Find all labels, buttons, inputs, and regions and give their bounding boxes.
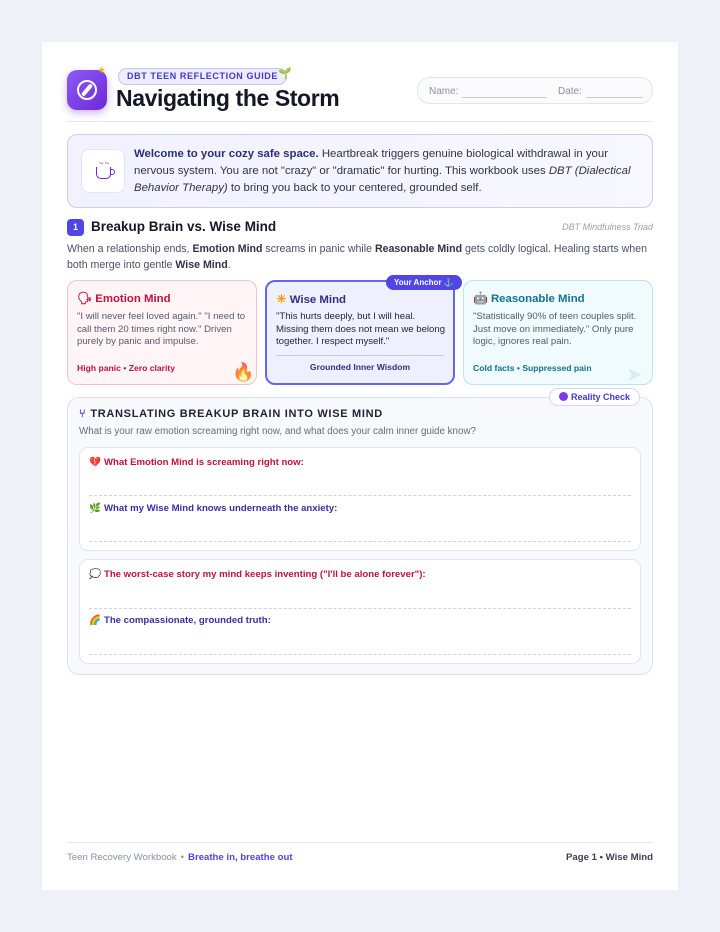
crystal-ball-icon [559, 392, 568, 401]
sun-icon: ☀ [276, 292, 287, 306]
herb-icon: 🌿 [89, 503, 101, 514]
anchor-badge: Your Anchor ⚓ [386, 275, 462, 290]
cursor-watermark-icon: ➤ [626, 364, 643, 386]
split-arrow-icon: ⑂ [79, 408, 87, 420]
answer-line[interactable] [89, 608, 631, 609]
name-label: Name: [429, 86, 459, 97]
welcome-banner [67, 134, 653, 208]
rainbow-icon: 🌈 [89, 615, 101, 626]
wise-mind-text: "This hurts deeply, but I will heal. Missing them does not mean we belong together. I respect myself." [276, 311, 446, 347]
translation-subtitle: What is your raw emotion screaming right now, and what does your calm inner guide know? [79, 426, 476, 437]
prompt-emotion-mind: 💔 What Emotion Mind is screaming right now: [89, 457, 304, 468]
welcome-text [134, 146, 640, 197]
reality-check-badge: Reality Check [549, 388, 640, 406]
reflection-box-1 [79, 447, 641, 551]
dbt-term: DBT (Dialectical Behavior Therapy) [134, 165, 631, 194]
name-date-box [417, 77, 653, 104]
header-divider [67, 121, 653, 122]
answer-line[interactable] [89, 541, 631, 542]
welcome-body-a: Heartbreak triggers genuine biological withdrawal in your nervous system. You are not "crazy" or "dramatic" for hurting. This workbook uses [134, 148, 609, 177]
sparkle-icon: ✦ [97, 65, 107, 77]
date-label: Date: [558, 86, 582, 97]
section-description: When a relationship ends, Emotion Mind screams in panic while Reasonable Mind gets coldly logical. Healing starts when both merge into gentle Wise Mind. [67, 243, 647, 271]
emotion-mind-title: 🗣 Emotion Mind [77, 291, 171, 305]
page-title: Navigating the Storm [116, 85, 340, 111]
speaking-head-icon: 🗣 [77, 291, 93, 305]
date-field[interactable] [586, 97, 643, 98]
sprout-icon: 🌱 [278, 68, 292, 80]
answer-line[interactable] [89, 654, 631, 655]
robot-icon: 🤖 [473, 291, 488, 305]
reasonable-mind-footer: Cold facts • Suppressed pain [473, 363, 592, 373]
footer-left: Teen Recovery Workbook • Breathe in, breathe out [67, 852, 293, 863]
page-number: Page 1 • Wise Mind [566, 852, 653, 863]
emotion-mind-card [67, 280, 257, 385]
wise-mind-footer: Grounded Inner Wisdom [309, 362, 411, 372]
reflection-box-2 [79, 559, 641, 664]
section-number: 1 [67, 219, 84, 236]
name-field[interactable] [462, 97, 547, 98]
prompt-worst-case: 💭 The worst-case story my mind keeps inventing ("I'll be alone forever"): [89, 569, 426, 580]
answer-line[interactable] [89, 495, 631, 496]
flame-watermark-icon: 🔥 [232, 362, 255, 382]
wise-mind-divider [276, 355, 444, 356]
prompt-wise-mind: 🌿 What my Wise Mind knows underneath the anxiety: [89, 503, 338, 514]
tea-cup-icon: ~~ [81, 149, 125, 193]
broken-heart-icon: 💔 [89, 457, 101, 468]
translation-title: ⑂ TRANSLATING BREAKUP BRAIN INTO WISE MIND [79, 408, 383, 420]
reasonable-mind-text: "Statistically 90% of teen couples split. Just move on immediately." Only pure logic, ignores real pain. [473, 311, 637, 347]
thought-bubble-icon: 💭 [89, 569, 101, 580]
section-title: Breakup Brain vs. Wise Mind [91, 219, 277, 234]
welcome-lead: Welcome to your cozy safe space. [134, 148, 319, 160]
section-tag: DBT Mindfulness Triad [562, 222, 653, 232]
welcome-body-b: to bring you back to your centered, grounded self. [227, 182, 482, 194]
guide-badge: DBT TEEN REFLECTION GUIDE [118, 68, 287, 85]
prompt-grounded-truth: 🌈 The compassionate, grounded truth: [89, 615, 271, 626]
emotion-mind-footer: High panic • Zero clarity [77, 363, 176, 373]
wise-mind-title: ☀ Wise Mind [276, 292, 346, 306]
footer-divider [67, 842, 653, 843]
wise-mind-card [265, 280, 455, 385]
workbook-page [42, 42, 678, 890]
reasonable-mind-card [463, 280, 653, 385]
emotion-mind-text: "I will never feel loved again." "I need to call them 20 times right now." Driven purely by panic and impulse. [77, 311, 246, 347]
reasonable-mind-title: 🤖 Reasonable Mind [473, 291, 585, 305]
footer-highlight: Breathe in, breathe out [188, 852, 293, 863]
